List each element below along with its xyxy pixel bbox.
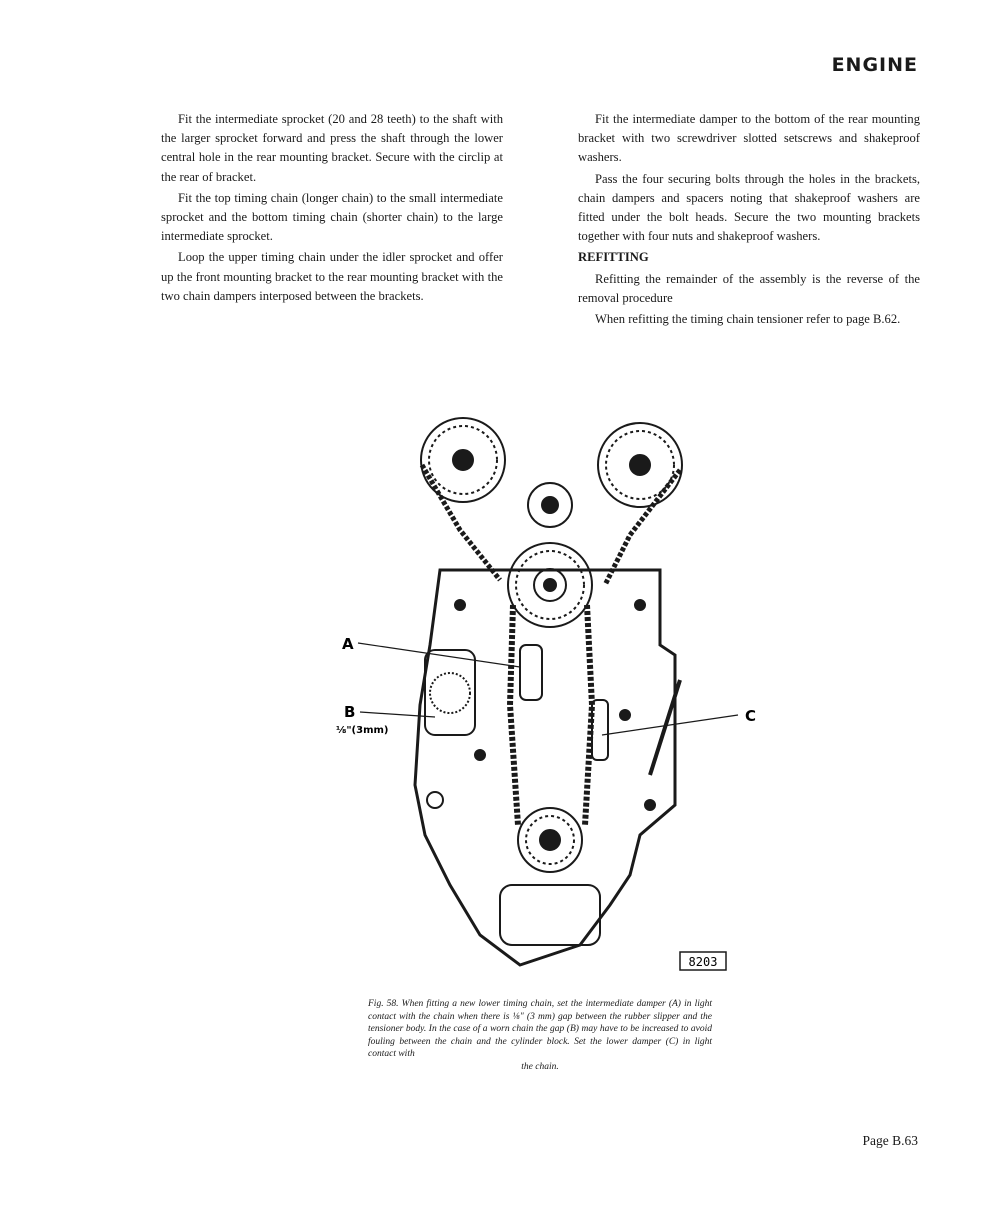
paragraph-2: Fit the top timing chain (longer chain) to the small intermediate sprocket and the bottom timing chain (shorter chain) to the large intermediate sprocket. — [161, 190, 503, 244]
paragraph-4: Fit the intermediate damper to the bottom of the rear mounting bracket with two screwdriver slotted setscrews and shakeproof washers. — [578, 112, 920, 165]
label-a: A — [342, 635, 354, 653]
page-number: Page B.63 — [862, 1133, 918, 1148]
intermediate-damper — [520, 645, 542, 700]
refitting-heading: REFITTING — [578, 250, 649, 265]
right-column — [578, 110, 920, 329]
paragraph-7: When refitting the timing chain tensioner refer to page B.62. — [595, 312, 901, 327]
figure-caption — [368, 998, 712, 1073]
lower-timing-chain — [510, 605, 592, 825]
paragraph-6: Refitting the remainder of the assembly is the reverse of the removal procedure — [578, 271, 920, 305]
paragraph-1: Fit the intermediate sprocket (20 and 28 teeth) to the shaft with the larger sprocket forward and press the shaft through the lower central hole in the rear mounting bracket. Secure with the circlip at the rear of bracket. — [161, 112, 503, 184]
paragraph-5: Pass the four securing bolts through the holes in the brackets, chain dampers and spacers noting that shakeproof washers are fitted under the bolt heads. Secure the two mounting brackets together with four nuts and shakeproof washers. — [578, 171, 920, 244]
chain-tensioner — [425, 650, 475, 735]
left-column — [161, 110, 503, 306]
caption-last-line: the chain. — [521, 1061, 559, 1072]
timing-chain-illustration — [330, 405, 770, 985]
label-b-dimension: ⅛"(3mm) — [336, 725, 389, 736]
section-header: ENGINE — [831, 54, 918, 76]
plate-number: 8203 — [688, 955, 718, 969]
caption-text: Fig. 58. When fitting a new lower timing chain, set the intermediate damper (A) in light contact with the chain when there is ⅛" (3 mm) gap between the rubber slipper and the tensioner body. In the case of a worn chain the gap (B) may have to be increased to avoid fouling between the chain and the cylinder block. Set the lower damper (C) in light contact with — [368, 999, 712, 1059]
label-c: C — [745, 707, 757, 725]
paragraph-3: Loop the upper timing chain under the idler sprocket and offer up the front mounting bracket to the rear mounting bracket with the two chain dampers interposed between the brackets. — [161, 250, 503, 303]
engine-block-outline — [415, 570, 675, 965]
label-b: B — [344, 703, 356, 721]
